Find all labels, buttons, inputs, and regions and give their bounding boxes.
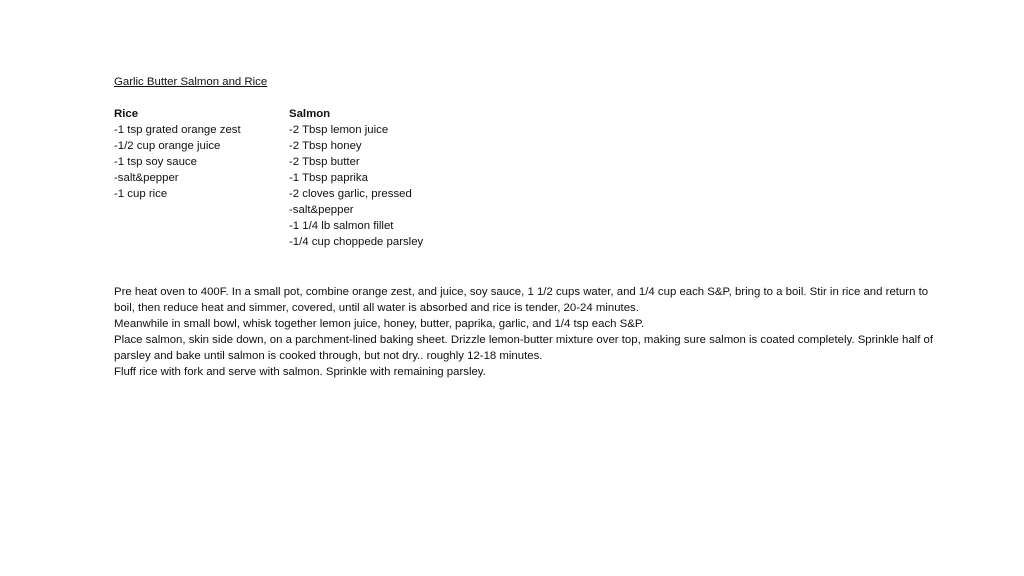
instruction-step: Fluff rice with fork and serve with salmon. Sprinkle with remaining parsley. <box>114 366 486 378</box>
ingredient-item: -2 Tbsp honey <box>289 140 362 152</box>
rice-ingredient-list <box>114 122 241 202</box>
salmon-ingredients <box>289 106 423 250</box>
ingredient-item: -2 Tbsp butter <box>289 156 360 168</box>
instruction-step: Meanwhile in small bowl, whisk together lemon juice, honey, butter, paprika, garlic, and 1/4 tsp each S&P. <box>114 318 645 330</box>
recipe-title: Garlic Butter Salmon and Rice <box>114 76 268 88</box>
ingredient-item: -1 1/4 lb salmon fillet <box>289 220 394 232</box>
ingredient-item: -1 tsp soy sauce <box>114 156 197 168</box>
ingredient-item: -1/4 cup choppede parsley <box>289 236 424 248</box>
ingredient-item: -1 cup rice <box>114 188 168 200</box>
rice-ingredients <box>114 106 241 202</box>
ingredient-item: -salt&pepper <box>289 204 354 216</box>
instruction-step: Place salmon, skin side down, on a parchment-lined baking sheet. Drizzle lemon-butter mixture over top, making sure salmon is coated completely. Sprinkle half of parsley and bake until salmon is cooked through, but not dry.. roughly 12-18 minutes. <box>114 334 934 362</box>
instructions-section <box>114 284 944 380</box>
ingredient-item: -salt&pepper <box>114 172 179 184</box>
ingredient-item: -2 cloves garlic, pressed <box>289 188 412 200</box>
ingredient-item: -1 tsp grated orange zest <box>114 124 241 136</box>
ingredient-item: -1 Tbsp paprika <box>289 172 368 184</box>
ingredient-item: -1/2 cup orange juice <box>114 140 221 152</box>
ingredients-section <box>114 106 994 266</box>
salmon-heading: Salmon <box>289 108 331 120</box>
rice-heading: Rice <box>114 108 139 120</box>
instruction-step: Pre heat oven to 400F. In a small pot, combine orange zest, and juice, soy sauce, 1 1/2 cups water, and 1/4 cup each S&P, bring to a boil. Stir in rice and return to boil, then reduce heat and simmer, covered, until all water is absorbed and rice is tender, 20-24 minutes. <box>114 286 929 314</box>
recipe-document <box>114 74 994 380</box>
salmon-ingredient-list <box>289 122 423 250</box>
ingredient-item: -2 Tbsp lemon juice <box>289 124 389 136</box>
